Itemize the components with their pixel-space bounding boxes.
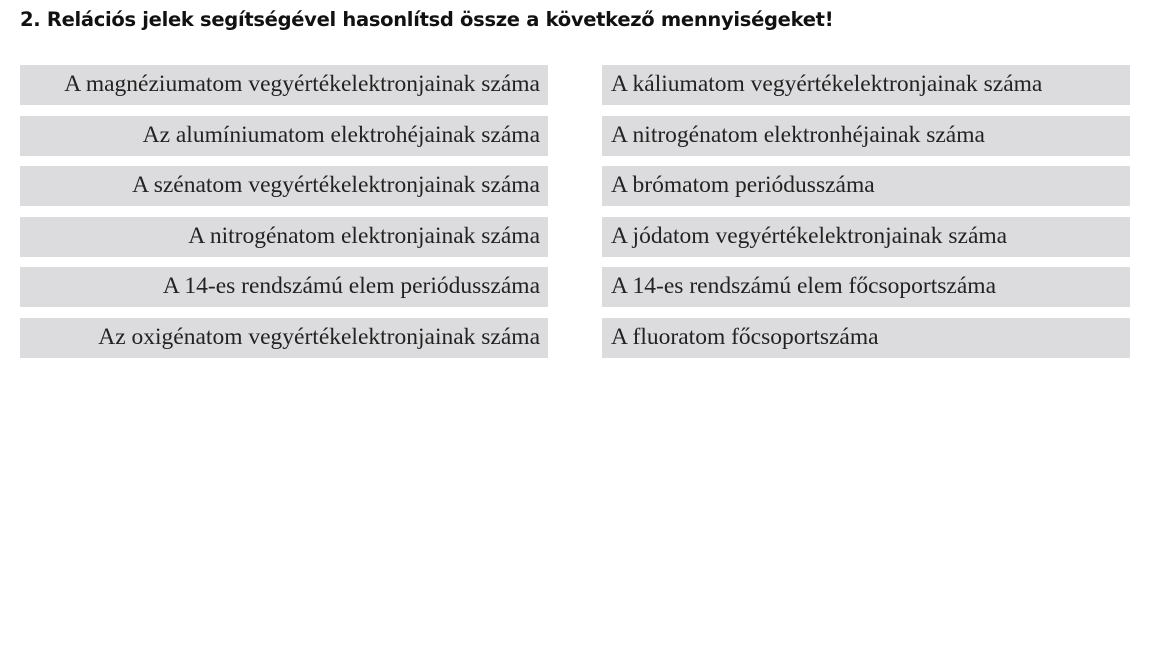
right-quantity-5: A 14-es rendszámú elem főcsoportszáma	[602, 267, 1130, 307]
comparison-row-4	[20, 217, 1130, 257]
left-quantity-4: A nitrogénatom elektronjainak száma	[20, 217, 548, 257]
right-quantity-3: A brómatom periódusszáma	[602, 166, 1130, 206]
comparison-row-5	[20, 267, 1130, 307]
right-quantity-6: A fluoratom főcsoportszáma	[602, 318, 1130, 358]
comparison-row-6	[20, 318, 1130, 358]
left-quantity-3: A szénatom vegyértékelektronjainak száma	[20, 166, 548, 206]
comparison-row-3	[20, 166, 1130, 206]
task-title: 2. Relációs jelek segítségével hasonlítsd össze a következő mennyiségeket!	[20, 8, 834, 31]
right-quantity-4: A jódatom vegyértékelektronjainak száma	[602, 217, 1130, 257]
right-quantity-2: A nitrogénatom elektronhéjainak száma	[602, 116, 1130, 156]
right-quantity-1: A káliumatom vegyértékelektronjainak száma	[602, 65, 1130, 105]
left-quantity-2: Az alumíniumatom elektrohéjainak száma	[20, 116, 548, 156]
comparison-rows	[20, 65, 1130, 369]
left-quantity-1: A magnéziumatom vegyértékelektronjainak száma	[20, 65, 548, 105]
left-quantity-6: Az oxigénatom vegyértékelektronjainak száma	[20, 318, 548, 358]
left-quantity-5: A 14-es rendszámú elem periódusszáma	[20, 267, 548, 307]
comparison-row-2	[20, 116, 1130, 156]
comparison-row-1	[20, 65, 1130, 105]
